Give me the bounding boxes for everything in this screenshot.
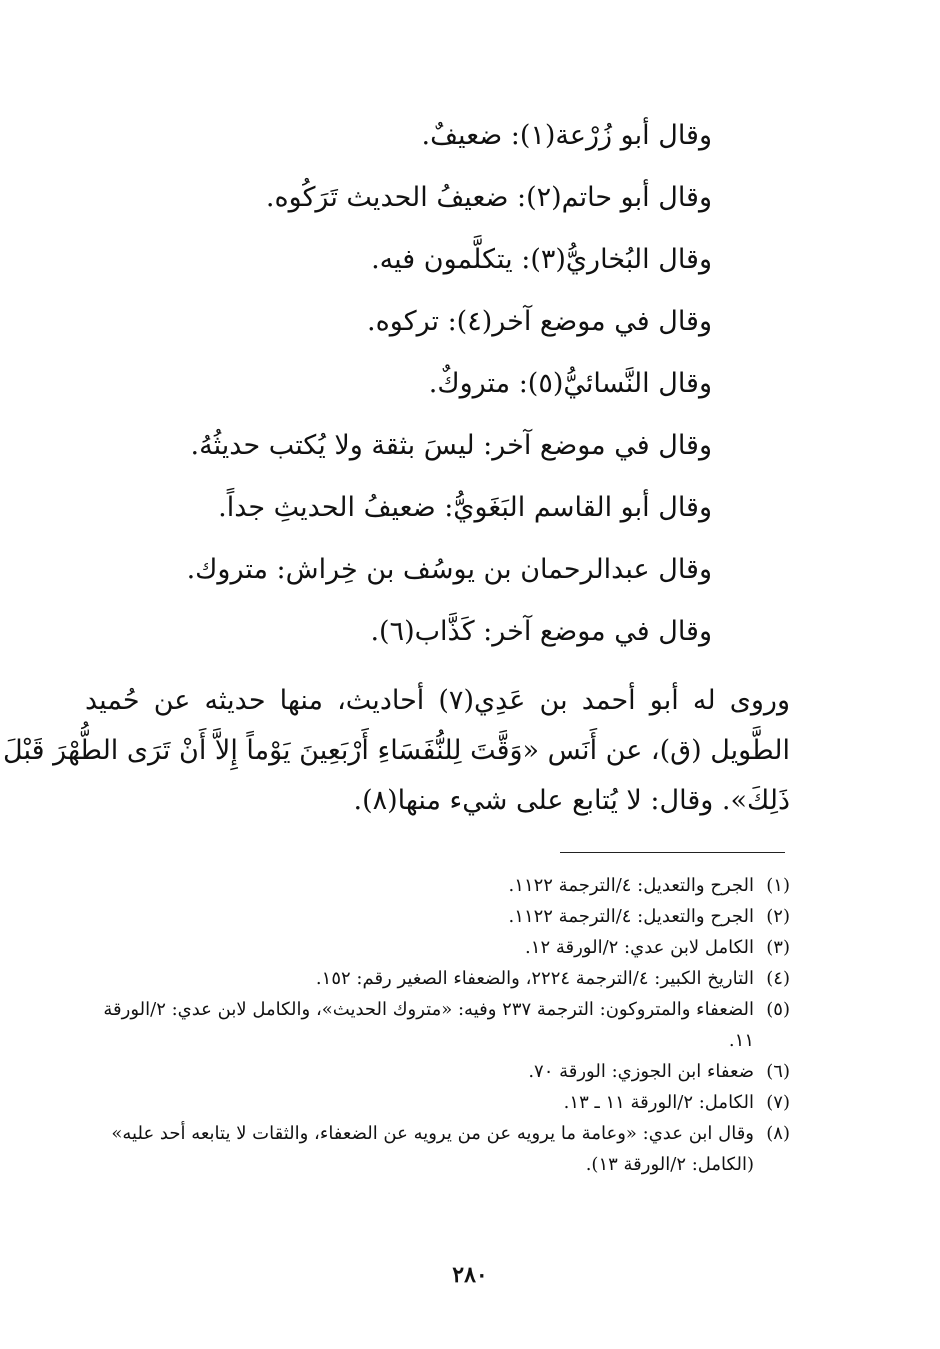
footnote-text: الكامل لابن عدي: ٢/الورقة ١٢. [525,937,754,958]
paragraph-line: ذَلِكَ». وقال: لا يُتابع على شيء منها(٨). [353,785,790,816]
paragraph-line: وروى له أبو أحمد بن عَدِي(٧) أحاديث، منها حديثه عن حُميد [85,685,790,716]
text-line: وقال أبو حاتم(٢): ضعيفُ الحديث تَرَكُوه. [265,182,712,213]
footnote-text: التاريخ الكبير: ٤/الترجمة ٢٢٢٤، والضعفاء الصغير رقم: ١٥٢. [315,968,754,989]
text-line: وقال عبدالرحمان بن يوسُف بن خِراش: متروك. [186,554,712,585]
footnote-number: (٣) [766,937,790,958]
page-number: ٢٨٠ [452,1262,488,1288]
footnote-number: (٤) [766,968,790,989]
footnote-number: (٦) [766,1061,790,1082]
main-text [112,112,712,670]
footnote-text: الجرح والتعديل: ٤/الترجمة ١١٢٢. [508,906,754,927]
text-line: وقال أبو القاسم البَغَويُّ: ضعيفُ الحديثِ جداً. [218,492,712,523]
text-line: وقال في موضع آخر: كَذَّاب(٦). [370,616,712,647]
text-line: وقال في موضع آخر(٤): تركوه. [367,306,712,337]
text-line: وقال في موضع آخر: ليسَ بثقة ولا يُكتب حديثُهُ. [190,430,712,461]
footnote [95,994,790,1056]
footnote-text: ضعفاء ابن الجوزي: الورقة ٧٠. [528,1061,754,1082]
footnote-number: (٨) [766,1123,790,1144]
footnotes [95,870,790,1180]
footnote [95,1056,790,1087]
footnote [95,932,790,963]
paragraph-line: الطَّويل (ق)، عن أَنَس «وَقَّتَ لِلنُّفَسَاءِ أَرْبَعِينَ يَوْماً إِلاَّ أَنْ تَرَى الطُّهْرَ قَبْلَ [3,735,790,766]
footnote [95,1087,790,1118]
footnote-text: وقال ابن عدي: «وعامة ما يرويه عن من يرويه عن الضعفاء، والثقات لا يتابعه أحد عليه» (الكامل: ٢/الورقة ١٣). [111,1123,754,1175]
footnote-separator [560,852,785,853]
footnote [95,1118,790,1180]
footnote-number: (٧) [766,1092,790,1113]
footnote-number: (٢) [766,906,790,927]
text-line: وقال أبو زُرْعة(١): ضعيفٌ. [421,120,712,151]
footnote-number: (٥) [766,999,790,1020]
footnote-text: الضعفاء والمتروكون: الترجمة ٢٣٧ وفيه: «متروك الحديث»، والكامل لابن عدي: ٢/الورقة ١١. [103,999,754,1051]
footnote [95,963,790,994]
footnote-text: الكامل: ٢/الورقة ١١ ـ ١٣. [563,1092,754,1113]
footnote [95,901,790,932]
footnote-text: الجرح والتعديل: ٤/الترجمة ١١٢٢. [508,875,754,896]
text-line: وقال البُخاريُّ(٣): يتكلَّمون فيه. [371,244,712,275]
footnote-number: (١) [766,875,790,896]
footnote [95,870,790,901]
text-line: وقال النَّسائيُّ(٥): متروكٌ. [428,368,712,399]
narration-paragraph [3,676,790,826]
